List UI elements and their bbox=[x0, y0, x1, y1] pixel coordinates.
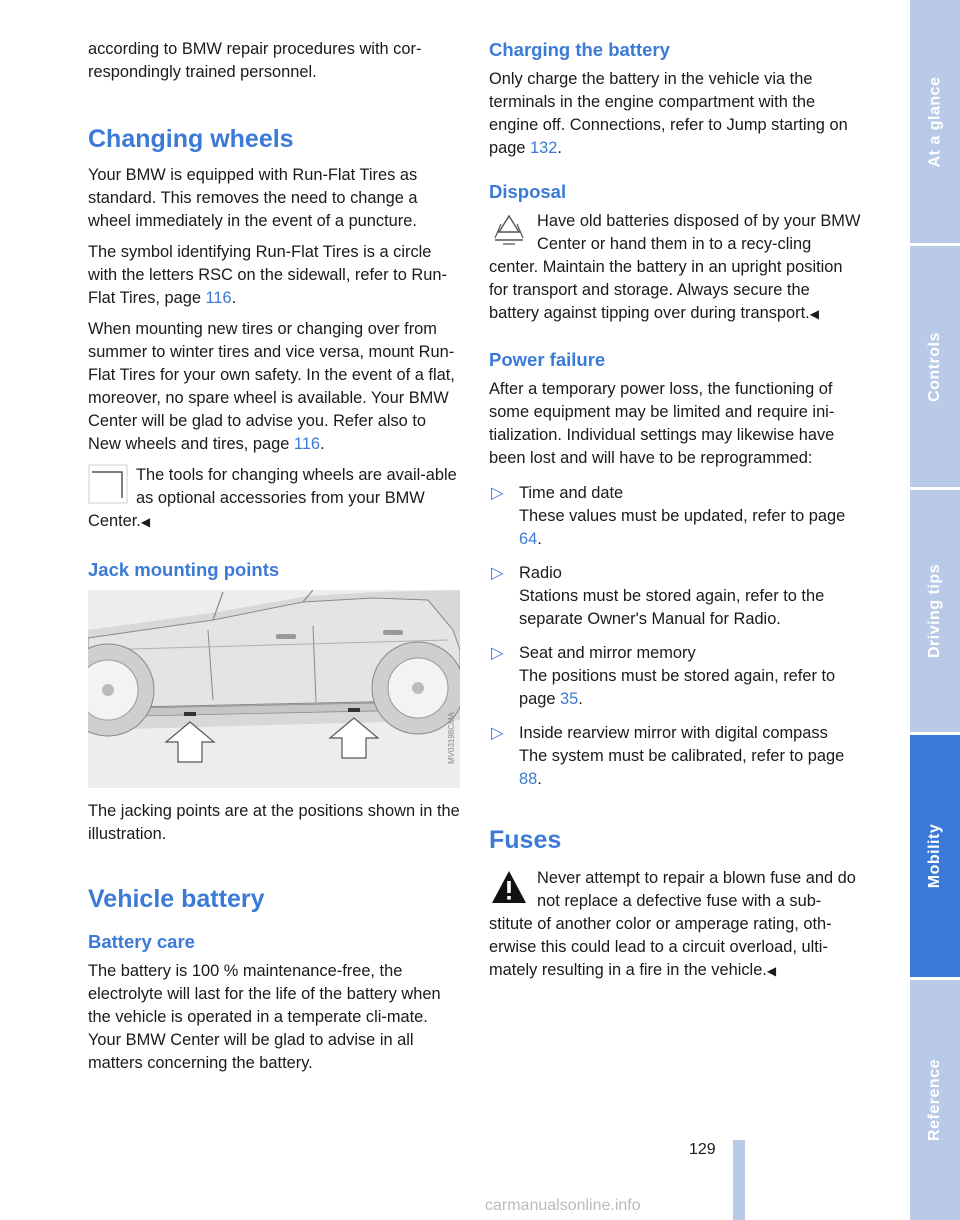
battery-care-text: The battery is 100 % maintenance-free, the electrolyte will last for the life of the battery when the vehicle is operated in a temperate cli-mate. Your BMW Center will be glad to advise in all matters concerning the battery. bbox=[88, 962, 441, 1072]
changing-wheels-heading: Changing wheels bbox=[88, 125, 294, 153]
changing-wheels-p3: When mounting new tires or changing over from summer to winter tires and vice versa, mount Run-Flat Tires for your own safety. In the event of a flat, moreover, no spare wheel is available. Your BMW Center will be glad to advise you. Refer also to New wheels and tires, page 116. bbox=[88, 320, 455, 453]
page-number-bar bbox=[733, 1140, 745, 1220]
fuses-warning: Never attempt to repair a blown fuse and do not replace a defective fuse with a sub-stitute of another color or amperage rating, oth-erwise this could lead to a circuit overload, ulti-mately resulting in a fire in the vehicle.◀ bbox=[489, 869, 856, 979]
right-column bbox=[489, 38, 861, 991]
intro-text: according to BMW repair procedures with cor-respondingly trained personnel. bbox=[88, 40, 422, 81]
power-failure-text: After a temporary power loss, the functioning of some equipment may be limited and require ini-tialization. Individual settings may likewise have been lost and will have to be reprogrammed: bbox=[489, 380, 835, 467]
page-link-35[interactable]: 35 bbox=[560, 690, 579, 708]
left-column bbox=[88, 38, 460, 1083]
power-failure-heading: Power failure bbox=[489, 349, 606, 370]
watermark: carmanualsonline.info bbox=[485, 1197, 641, 1214]
fuses-heading: Fuses bbox=[489, 826, 562, 854]
warning-icon bbox=[489, 867, 529, 907]
list-item: ▷ Radio Stations must be stored again, refer to the separate Owner's Manual for Radio. bbox=[491, 564, 825, 628]
changing-wheels-p1: Your BMW is equipped with Run-Flat Tires as standard. This removes the need to change a wheel immediately in the event of a puncture. bbox=[88, 166, 418, 230]
page-link-116-b[interactable]: 116 bbox=[293, 435, 321, 453]
image-code: MV03198CMA bbox=[447, 711, 456, 764]
battery-care-heading: Battery care bbox=[88, 931, 195, 952]
power-failure-list bbox=[489, 482, 861, 791]
chapter-sidebar bbox=[910, 0, 960, 1220]
note-arrow-icon bbox=[88, 464, 128, 504]
page-number: 129 bbox=[689, 1141, 716, 1158]
jack-caption: The jacking points are at the positions shown in the illustration. bbox=[88, 802, 460, 843]
jack-points-illustration bbox=[88, 590, 460, 788]
tab-driving-tips[interactable]: Driving tips bbox=[926, 563, 944, 659]
jack-points-heading: Jack mounting points bbox=[88, 559, 280, 580]
charging-heading: Charging the battery bbox=[489, 39, 670, 60]
charging-text: Only charge the battery in the vehicle via the terminals in the engine compartment with the engine off. Connections, refer to Jump starting on page 132. bbox=[489, 70, 848, 157]
disposal-note: Have old batteries disposed of by your BMW Center or hand them in to a recy-cling center. Maintain the battery in an upright position for transport and storage. Always secure the battery against tipping over during transport.◀ bbox=[489, 212, 861, 322]
tools-note: The tools for changing wheels are avail-able as optional accessories from your BMW Center.◀ bbox=[88, 466, 457, 530]
list-item: ▷ Inside rearview mirror with digital compass The system must be calibrated, refer to page 88. bbox=[491, 724, 845, 788]
list-item: ▷ Seat and mirror memory The positions must be stored again, refer to page 35. bbox=[491, 644, 836, 708]
vehicle-battery-heading: Vehicle battery bbox=[88, 885, 265, 913]
jack-point-rear bbox=[348, 708, 360, 712]
tab-controls[interactable]: Controls bbox=[926, 331, 943, 402]
page-link-132[interactable]: 132 bbox=[530, 139, 558, 157]
changing-wheels-p2: The symbol identifying Run-Flat Tires is a circle with the letters RSC on the sidewall, refer to Run-Flat Tires, page 116. bbox=[88, 243, 447, 307]
page-link-88[interactable]: 88 bbox=[519, 770, 538, 788]
recycle-icon bbox=[489, 210, 529, 250]
tab-reference[interactable]: Reference bbox=[926, 1059, 943, 1141]
tab-at-a-glance[interactable]: At a glance bbox=[926, 76, 944, 167]
tab-mobility[interactable]: Mobility bbox=[910, 735, 960, 977]
page-link-64[interactable]: 64 bbox=[519, 530, 538, 548]
list-item: ▷ Time and date These values must be updated, refer to page 64. bbox=[491, 484, 846, 548]
car-side-illustration bbox=[88, 590, 460, 788]
page-link-116[interactable]: 116 bbox=[205, 289, 232, 307]
jack-point-front bbox=[184, 712, 196, 716]
disposal-heading: Disposal bbox=[489, 181, 567, 202]
